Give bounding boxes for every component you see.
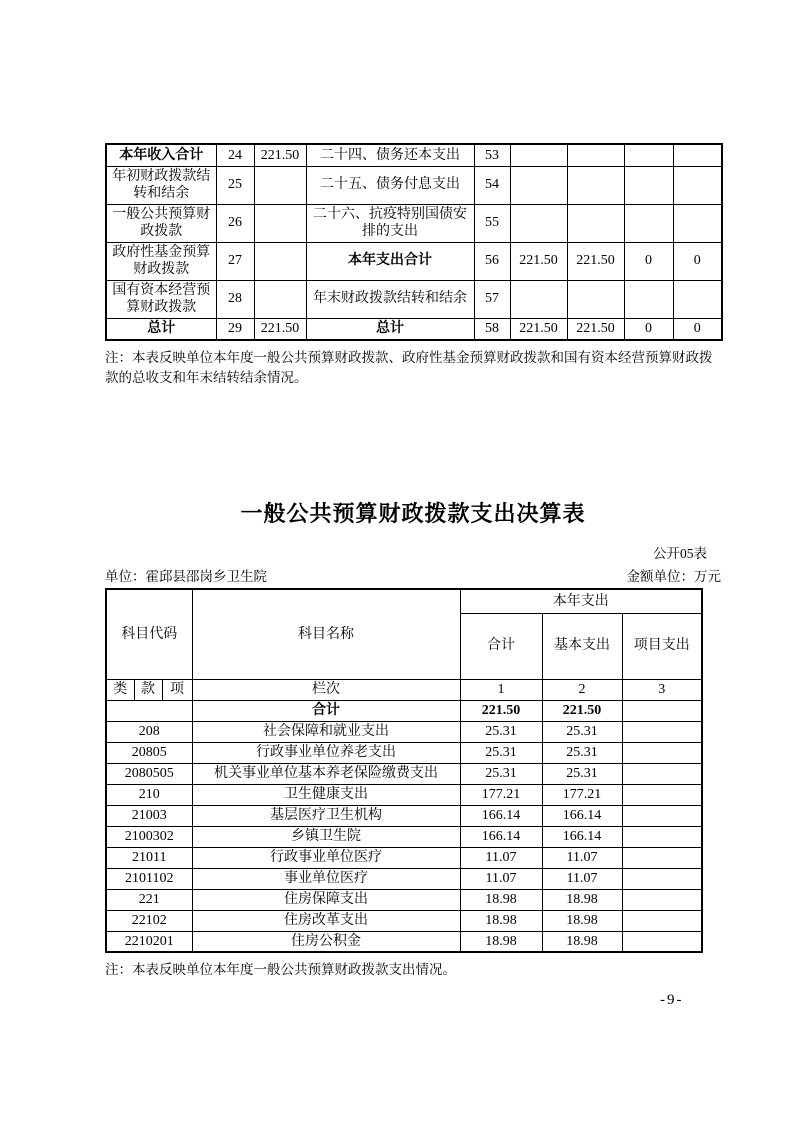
expenditure-item-label: 二十四、债务还本支出: [306, 144, 474, 166]
amount-cell: [510, 144, 567, 166]
column-index: 3: [622, 679, 702, 700]
amount-cell: [567, 280, 624, 318]
amount-unit-label: 金额单位：万元: [626, 569, 721, 585]
row-number-cell: 28: [216, 280, 254, 318]
subject-code-cell: 21011: [106, 847, 192, 868]
table-row: [106, 910, 702, 931]
income-item-label: 一般公共预算财政拨款: [106, 204, 216, 242]
table1-note: 注：本表反映单位本年度一般公共预算财政拨款、政府性基金预算财政拨款和国有资本经营预算财政拨款的总收支和年末结转结余情况。: [105, 350, 713, 386]
row-number-cell: 24: [216, 144, 254, 166]
amount-cell: 166.14: [542, 826, 622, 847]
subject-name-cell: 行政事业单位养老支出: [192, 742, 460, 763]
subject-code-cell: 2080505: [106, 763, 192, 784]
amount-cell: [254, 280, 306, 318]
amount-cell: [254, 242, 306, 280]
amount-cell: 25.31: [542, 721, 622, 742]
amount-cell: 221.50: [567, 318, 624, 340]
row-number-cell: 56: [474, 242, 510, 280]
amount-cell: [622, 805, 702, 826]
income-item-label: 政府性基金预算财政拨款: [106, 242, 216, 280]
table-row: [106, 931, 702, 952]
amount-cell: 25.31: [542, 742, 622, 763]
row-number-cell: 53: [474, 144, 510, 166]
amount-cell: [510, 280, 567, 318]
amount-cell: 0: [624, 318, 673, 340]
amount-cell: 177.21: [460, 784, 542, 805]
income-item-label: 年初财政拨款结转和结余: [106, 166, 216, 204]
row-number-cell: 29: [216, 318, 254, 340]
expenditure-total-label: 本年支出合计: [306, 242, 474, 280]
table-row: [106, 280, 722, 318]
subject-code-cell: 20805: [106, 742, 192, 763]
amount-cell: 221.50: [510, 318, 567, 340]
subject-code-header: 科目代码: [106, 589, 192, 679]
document-content: [105, 143, 721, 994]
table-row: [106, 784, 702, 805]
amount-cell: 221.50: [510, 242, 567, 280]
table-meta-row: [105, 565, 721, 585]
total-row: [106, 700, 702, 721]
basic-expenditure-header: 基本支出: [542, 613, 622, 679]
amount-cell: [622, 784, 702, 805]
subject-code-cell: 22102: [106, 910, 192, 931]
amount-cell: [622, 868, 702, 889]
table-row: [106, 826, 702, 847]
table-row: [106, 144, 722, 166]
table-row: [106, 847, 702, 868]
table-subheader-row: [106, 679, 702, 700]
subject-name-cell: 乡镇卫生院: [192, 826, 460, 847]
unit-label: 单位：霍邱县邵岗乡卫生院: [105, 569, 267, 585]
amount-cell: [624, 204, 673, 242]
subject-name-cell: 行政事业单位医疗: [192, 847, 460, 868]
amount-cell: 25.31: [542, 763, 622, 784]
amount-cell: 166.14: [542, 805, 622, 826]
amount-cell: [624, 144, 673, 166]
amount-cell: [622, 931, 702, 952]
amount-cell: 0: [624, 242, 673, 280]
subject-name-header: 科目名称: [192, 589, 460, 679]
amount-cell: 18.98: [542, 910, 622, 931]
subject-name-cell: 卫生健康支出: [192, 784, 460, 805]
subject-code-cell: 221: [106, 889, 192, 910]
subject-name-cell: 住房公积金: [192, 931, 460, 952]
amount-cell: 25.31: [460, 763, 542, 784]
amount-cell: 0: [673, 242, 722, 280]
amount-cell: [510, 166, 567, 204]
page-number: -9-: [660, 992, 684, 1008]
column-index: 2: [542, 679, 622, 700]
income-item-label: 国有资本经营预算财政拨款: [106, 280, 216, 318]
subject-code-cell: 2210201: [106, 931, 192, 952]
row-number-cell: 57: [474, 280, 510, 318]
expenditure-item-label: 年末财政拨款结转和结余: [306, 280, 474, 318]
amount-cell: 177.21: [542, 784, 622, 805]
amount-cell: 18.98: [460, 889, 542, 910]
amount-cell: 221.50: [254, 318, 306, 340]
table-row: [106, 318, 722, 340]
row-number-cell: 58: [474, 318, 510, 340]
row-number-cell: 55: [474, 204, 510, 242]
amount-cell: 11.07: [460, 868, 542, 889]
subject-name-cell: 住房改革支出: [192, 910, 460, 931]
subject-name-cell: 住房保障支出: [192, 889, 460, 910]
subject-code-cell: 21003: [106, 805, 192, 826]
amount-cell: 11.07: [542, 868, 622, 889]
total-column-header: 合计: [460, 613, 542, 679]
amount-cell: 18.98: [542, 889, 622, 910]
amount-cell: 166.14: [460, 805, 542, 826]
income-total-label: 本年收入合计: [106, 144, 216, 166]
table-row: [106, 868, 702, 889]
project-expenditure-header: 项目支出: [622, 613, 702, 679]
table-row: [106, 889, 702, 910]
amount-cell: 221.50: [460, 700, 542, 721]
amount-cell: 0: [673, 318, 722, 340]
grand-total-label: 总计: [306, 318, 474, 340]
amount-cell: [622, 910, 702, 931]
row-number-cell: 54: [474, 166, 510, 204]
subject-name-cell: 社会保障和就业支出: [192, 721, 460, 742]
amount-cell: 221.50: [254, 144, 306, 166]
amount-cell: [622, 700, 702, 721]
amount-cell: 18.98: [460, 910, 542, 931]
empty-cell: [106, 700, 192, 721]
table-row: [106, 742, 702, 763]
column-index: 1: [460, 679, 542, 700]
amount-cell: 25.31: [460, 721, 542, 742]
amount-cell: [624, 280, 673, 318]
current-year-expenditure-header: 本年支出: [460, 589, 702, 613]
table-row: [106, 805, 702, 826]
amount-cell: [673, 204, 722, 242]
amount-cell: [673, 280, 722, 318]
amount-cell: 25.31: [460, 742, 542, 763]
table-row: [106, 242, 722, 280]
funding-summary-table: [105, 143, 723, 341]
table2-note: 注：本表反映单位本年度一般公共预算财政拨款支出情况。: [105, 962, 456, 978]
amount-cell: [254, 166, 306, 204]
amount-cell: [624, 166, 673, 204]
subject-name-cell: 机关事业单位基本养老保险缴费支出: [192, 763, 460, 784]
table-row: [106, 204, 722, 242]
item-header: 项: [162, 679, 192, 700]
amount-cell: 221.50: [542, 700, 622, 721]
grand-total-label: 总计: [106, 318, 216, 340]
table-row: [106, 721, 702, 742]
table-header-row: [106, 589, 702, 613]
amount-cell: [567, 204, 624, 242]
amount-cell: 18.98: [542, 931, 622, 952]
amount-cell: [510, 204, 567, 242]
amount-cell: [622, 721, 702, 742]
subject-name-cell: 事业单位医疗: [192, 868, 460, 889]
subject-code-cell: 2101102: [106, 868, 192, 889]
expenditure-table: [105, 588, 703, 953]
row-number-cell: 25: [216, 166, 254, 204]
amount-cell: [622, 742, 702, 763]
page-title: 一般公共预算财政拨款支出决算表: [240, 500, 586, 526]
amount-cell: [567, 144, 624, 166]
amount-cell: 166.14: [460, 826, 542, 847]
table-code-label: 公开05表: [653, 546, 707, 562]
amount-cell: [622, 889, 702, 910]
subject-code-cell: 208: [106, 721, 192, 742]
amount-cell: [622, 847, 702, 868]
subject-name-cell: 基层医疗卫生机构: [192, 805, 460, 826]
amount-cell: [673, 144, 722, 166]
expenditure-item-label: 二十六、抗疫特别国债安排的支出: [306, 204, 474, 242]
subject-code-cell: 2100302: [106, 826, 192, 847]
amount-cell: [254, 204, 306, 242]
row-number-cell: 27: [216, 242, 254, 280]
section-header: 款: [134, 679, 162, 700]
amount-cell: 11.07: [460, 847, 542, 868]
subject-code-cell: 210: [106, 784, 192, 805]
table-row: [106, 166, 722, 204]
amount-cell: [622, 826, 702, 847]
row-number-cell: 26: [216, 204, 254, 242]
amount-cell: 18.98: [460, 931, 542, 952]
expenditure-item-label: 二十五、债务付息支出: [306, 166, 474, 204]
amount-cell: [622, 763, 702, 784]
column-index-label: 栏次: [192, 679, 460, 700]
table-row: [106, 763, 702, 784]
total-row-label: 合计: [192, 700, 460, 721]
amount-cell: 11.07: [542, 847, 622, 868]
amount-cell: [673, 166, 722, 204]
amount-cell: [567, 166, 624, 204]
class-header: 类: [106, 679, 134, 700]
amount-cell: 221.50: [567, 242, 624, 280]
